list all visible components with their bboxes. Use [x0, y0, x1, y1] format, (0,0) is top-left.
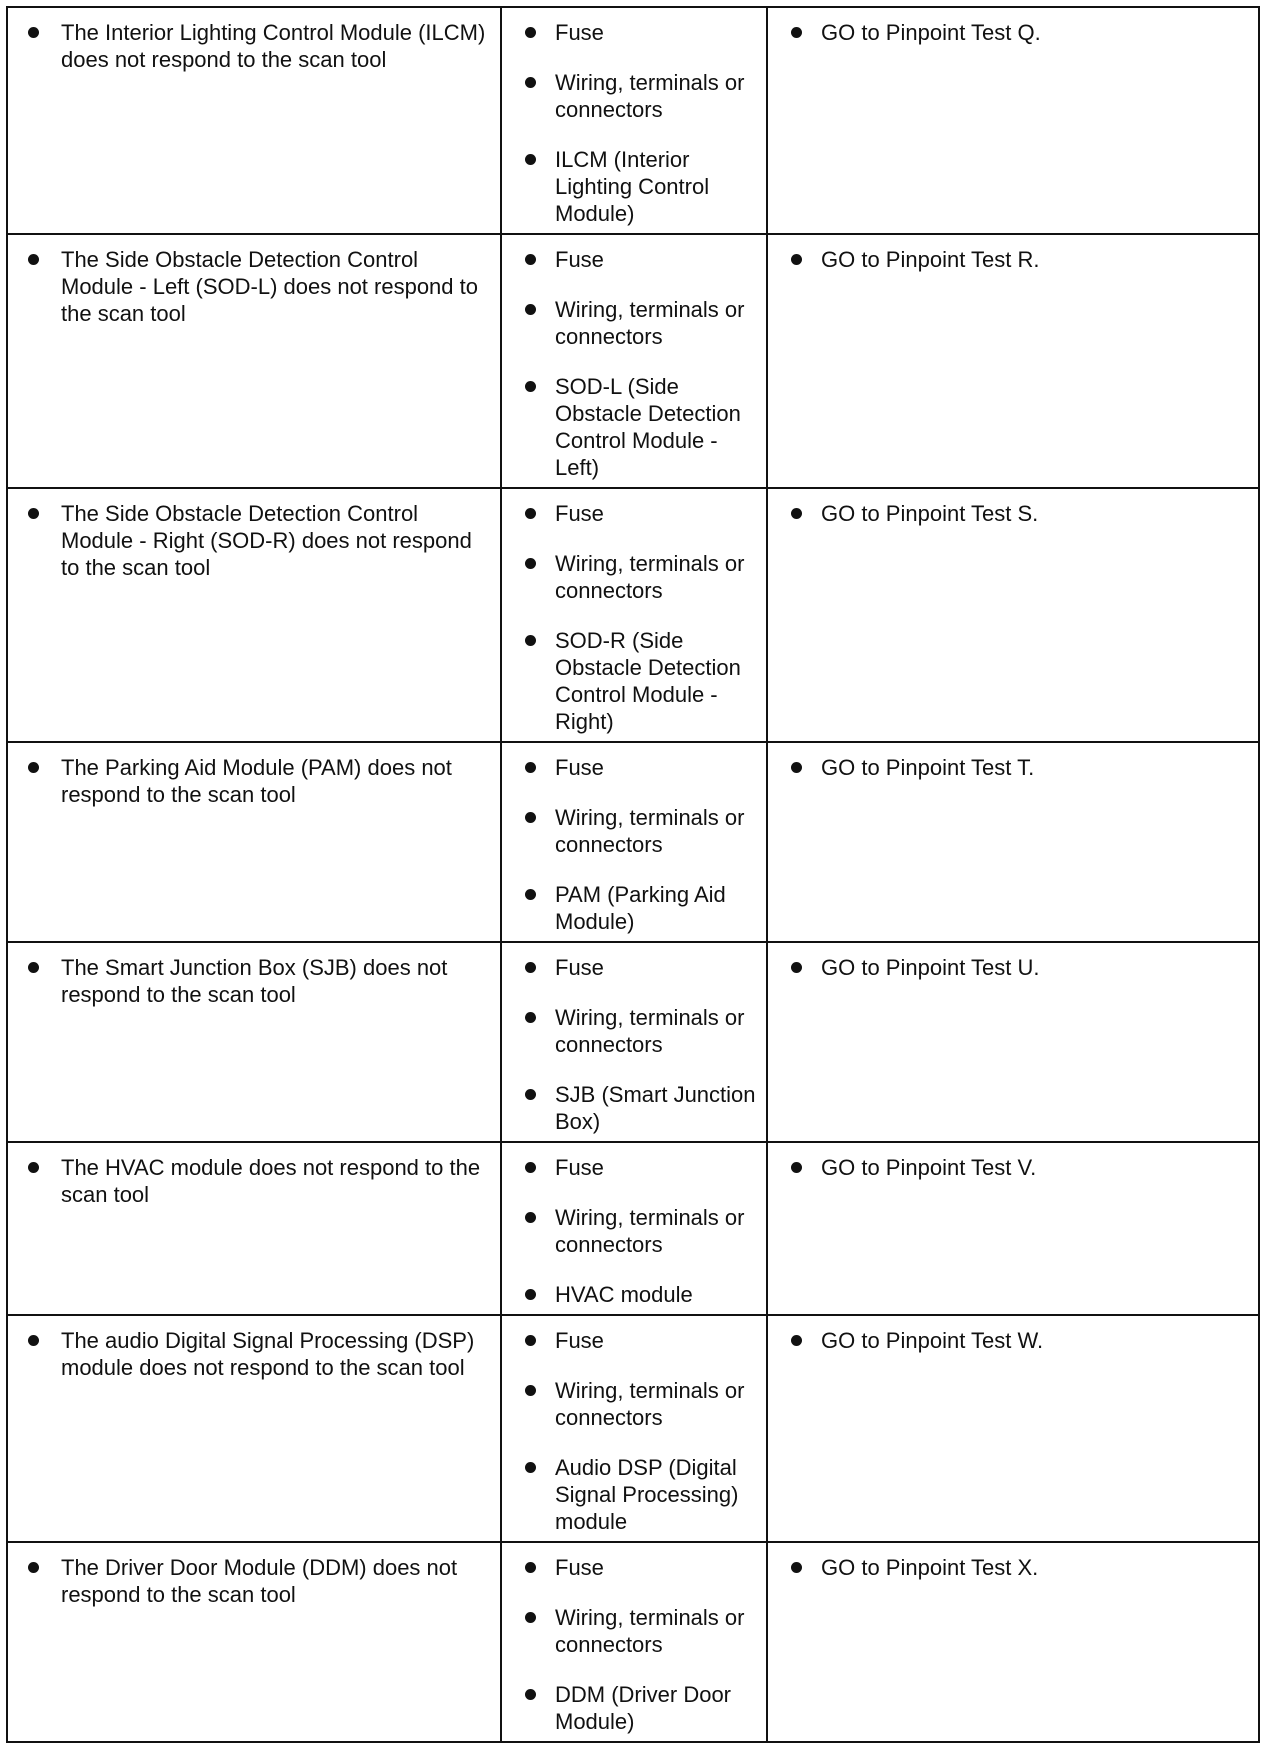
source-item	[502, 1154, 758, 1181]
bullet-icon	[791, 762, 802, 773]
bullet-icon	[525, 1289, 536, 1300]
source-item	[502, 804, 758, 858]
source-item	[502, 954, 758, 981]
source-cell	[501, 1142, 767, 1315]
condition-cell	[7, 234, 501, 488]
bullet-icon	[791, 1162, 802, 1173]
action-text: GO to Pinpoint Test R.	[821, 247, 1040, 272]
bullet-icon	[525, 962, 536, 973]
action-text: GO to Pinpoint Test Q.	[821, 20, 1041, 45]
action-text: GO to Pinpoint Test S.	[821, 501, 1039, 526]
action-item	[768, 19, 1250, 46]
source-text: Fuse	[555, 501, 604, 526]
condition-item	[8, 1154, 492, 1208]
condition-cell	[7, 1315, 501, 1542]
bullet-icon	[525, 1212, 536, 1223]
source-item	[502, 500, 758, 527]
bullet-icon	[525, 1335, 536, 1346]
source-item	[502, 1681, 758, 1735]
source-text: HVAC module	[555, 1282, 693, 1307]
bullet-icon	[525, 812, 536, 823]
source-text: Wiring, terminals or connectors	[555, 1205, 745, 1257]
source-text: Fuse	[555, 247, 604, 272]
bullet-icon	[791, 962, 802, 973]
source-cell	[501, 742, 767, 942]
source-text: PAM (Parking Aid Module)	[555, 882, 726, 934]
condition-text: The Driver Door Module (DDM) does not respond to the scan tool	[61, 1555, 458, 1607]
source-item	[502, 1204, 758, 1258]
bullet-icon	[525, 154, 536, 165]
bullet-icon	[525, 762, 536, 773]
table-row	[7, 942, 1259, 1142]
bullet-icon	[28, 762, 39, 773]
diagnostic-table	[6, 6, 1260, 1743]
condition-item	[8, 1327, 492, 1381]
action-cell	[767, 742, 1259, 942]
diagnostic-table-body	[7, 7, 1259, 1742]
action-cell	[767, 7, 1259, 234]
source-text: Fuse	[555, 755, 604, 780]
source-text: Wiring, terminals or connectors	[555, 805, 745, 857]
action-item	[768, 246, 1250, 273]
source-item	[502, 1554, 758, 1581]
condition-text: The Smart Junction Box (SJB) does not respond to the scan tool	[61, 955, 448, 1007]
source-cell	[501, 234, 767, 488]
source-cell	[501, 488, 767, 742]
source-item	[502, 1004, 758, 1058]
action-cell	[767, 234, 1259, 488]
table-row	[7, 234, 1259, 488]
table-row	[7, 7, 1259, 234]
action-text: GO to Pinpoint Test U.	[821, 955, 1040, 980]
source-text: Fuse	[555, 1328, 604, 1353]
action-cell	[767, 1542, 1259, 1742]
source-item	[502, 373, 758, 481]
condition-text: The Interior Lighting Control Module (ILCM) does not respond to the scan tool	[61, 20, 486, 72]
source-text: SJB (Smart Junction Box)	[555, 1082, 756, 1134]
source-cell	[501, 7, 767, 234]
condition-cell	[7, 942, 501, 1142]
bullet-icon	[28, 1562, 39, 1573]
condition-item	[8, 19, 492, 73]
source-text: Fuse	[555, 20, 604, 45]
bullet-icon	[525, 558, 536, 569]
bullet-icon	[525, 381, 536, 392]
source-cell	[501, 1542, 767, 1742]
action-cell	[767, 942, 1259, 1142]
condition-text: The HVAC module does not respond to the scan tool	[61, 1155, 481, 1207]
bullet-icon	[28, 27, 39, 38]
action-item	[768, 954, 1250, 981]
source-text: Wiring, terminals or connectors	[555, 1605, 745, 1657]
source-item	[502, 19, 758, 46]
table-row	[7, 488, 1259, 742]
action-text: GO to Pinpoint Test W.	[821, 1328, 1044, 1353]
bullet-icon	[525, 1162, 536, 1173]
action-item	[768, 1554, 1250, 1581]
bullet-icon	[791, 508, 802, 519]
source-item	[502, 1281, 758, 1308]
source-text: Fuse	[555, 955, 604, 980]
action-item	[768, 754, 1250, 781]
table-row	[7, 1315, 1259, 1542]
bullet-icon	[525, 27, 536, 38]
condition-item	[8, 246, 492, 327]
source-item	[502, 1081, 758, 1135]
action-text: GO to Pinpoint Test V.	[821, 1155, 1037, 1180]
action-cell	[767, 1315, 1259, 1542]
source-text: SOD-L (Side Obstacle Detection Control Module - Left)	[555, 374, 741, 480]
bullet-icon	[525, 1562, 536, 1573]
condition-cell	[7, 7, 501, 234]
bullet-icon	[28, 254, 39, 265]
bullet-icon	[525, 1689, 536, 1700]
condition-text: The Side Obstacle Detection Control Module - Left (SOD-L) does not respond to the scan tool	[61, 247, 478, 326]
bullet-icon	[791, 1335, 802, 1346]
action-item	[768, 1327, 1250, 1354]
source-item	[502, 1454, 758, 1535]
bullet-icon	[525, 1089, 536, 1100]
bullet-icon	[525, 1385, 536, 1396]
condition-text: The Side Obstacle Detection Control Module - Right (SOD-R) does not respond to the scan tool	[61, 501, 472, 580]
bullet-icon	[525, 254, 536, 265]
bullet-icon	[28, 1335, 39, 1346]
bullet-icon	[525, 1462, 536, 1473]
condition-item	[8, 500, 492, 581]
source-text: Wiring, terminals or connectors	[555, 297, 745, 349]
source-text: Wiring, terminals or connectors	[555, 1005, 745, 1057]
bullet-icon	[525, 1612, 536, 1623]
source-item	[502, 1377, 758, 1431]
action-cell	[767, 488, 1259, 742]
bullet-icon	[525, 889, 536, 900]
source-item	[502, 627, 758, 735]
condition-item	[8, 754, 492, 808]
action-text: GO to Pinpoint Test X.	[821, 1555, 1039, 1580]
table-row	[7, 742, 1259, 942]
action-cell	[767, 1142, 1259, 1315]
source-item	[502, 246, 758, 273]
source-text: Wiring, terminals or connectors	[555, 1378, 745, 1430]
action-item	[768, 500, 1250, 527]
source-item	[502, 296, 758, 350]
source-text: Wiring, terminals or connectors	[555, 551, 745, 603]
bullet-icon	[791, 254, 802, 265]
source-item	[502, 1327, 758, 1354]
source-item	[502, 550, 758, 604]
action-text: GO to Pinpoint Test T.	[821, 755, 1035, 780]
source-text: ILCM (Interior Lighting Control Module)	[555, 147, 710, 226]
bullet-icon	[28, 962, 39, 973]
source-text: Fuse	[555, 1155, 604, 1180]
bullet-icon	[525, 1012, 536, 1023]
bullet-icon	[525, 304, 536, 315]
source-text: Fuse	[555, 1555, 604, 1580]
source-item	[502, 1604, 758, 1658]
table-row	[7, 1542, 1259, 1742]
source-text: SOD-R (Side Obstacle Detection Control Module - Right)	[555, 628, 741, 734]
bullet-icon	[791, 27, 802, 38]
bullet-icon	[28, 508, 39, 519]
condition-text: The Parking Aid Module (PAM) does not respond to the scan tool	[61, 755, 452, 807]
source-text: Audio DSP (Digital Signal Processing) module	[555, 1455, 739, 1534]
bullet-icon	[791, 1562, 802, 1573]
source-cell	[501, 942, 767, 1142]
source-item	[502, 754, 758, 781]
condition-cell	[7, 488, 501, 742]
condition-item	[8, 1554, 492, 1608]
table-row	[7, 1142, 1259, 1315]
source-text: Wiring, terminals or connectors	[555, 70, 745, 122]
source-text: DDM (Driver Door Module)	[555, 1682, 731, 1734]
source-item	[502, 881, 758, 935]
condition-cell	[7, 1542, 501, 1742]
bullet-icon	[525, 635, 536, 646]
source-cell	[501, 1315, 767, 1542]
source-item	[502, 146, 758, 227]
condition-cell	[7, 742, 501, 942]
bullet-icon	[28, 1162, 39, 1173]
condition-text: The audio Digital Signal Processing (DSP) module does not respond to the scan tool	[61, 1328, 475, 1380]
source-item	[502, 69, 758, 123]
action-item	[768, 1154, 1250, 1181]
condition-cell	[7, 1142, 501, 1315]
condition-item	[8, 954, 492, 1008]
bullet-icon	[525, 508, 536, 519]
bullet-icon	[525, 77, 536, 88]
